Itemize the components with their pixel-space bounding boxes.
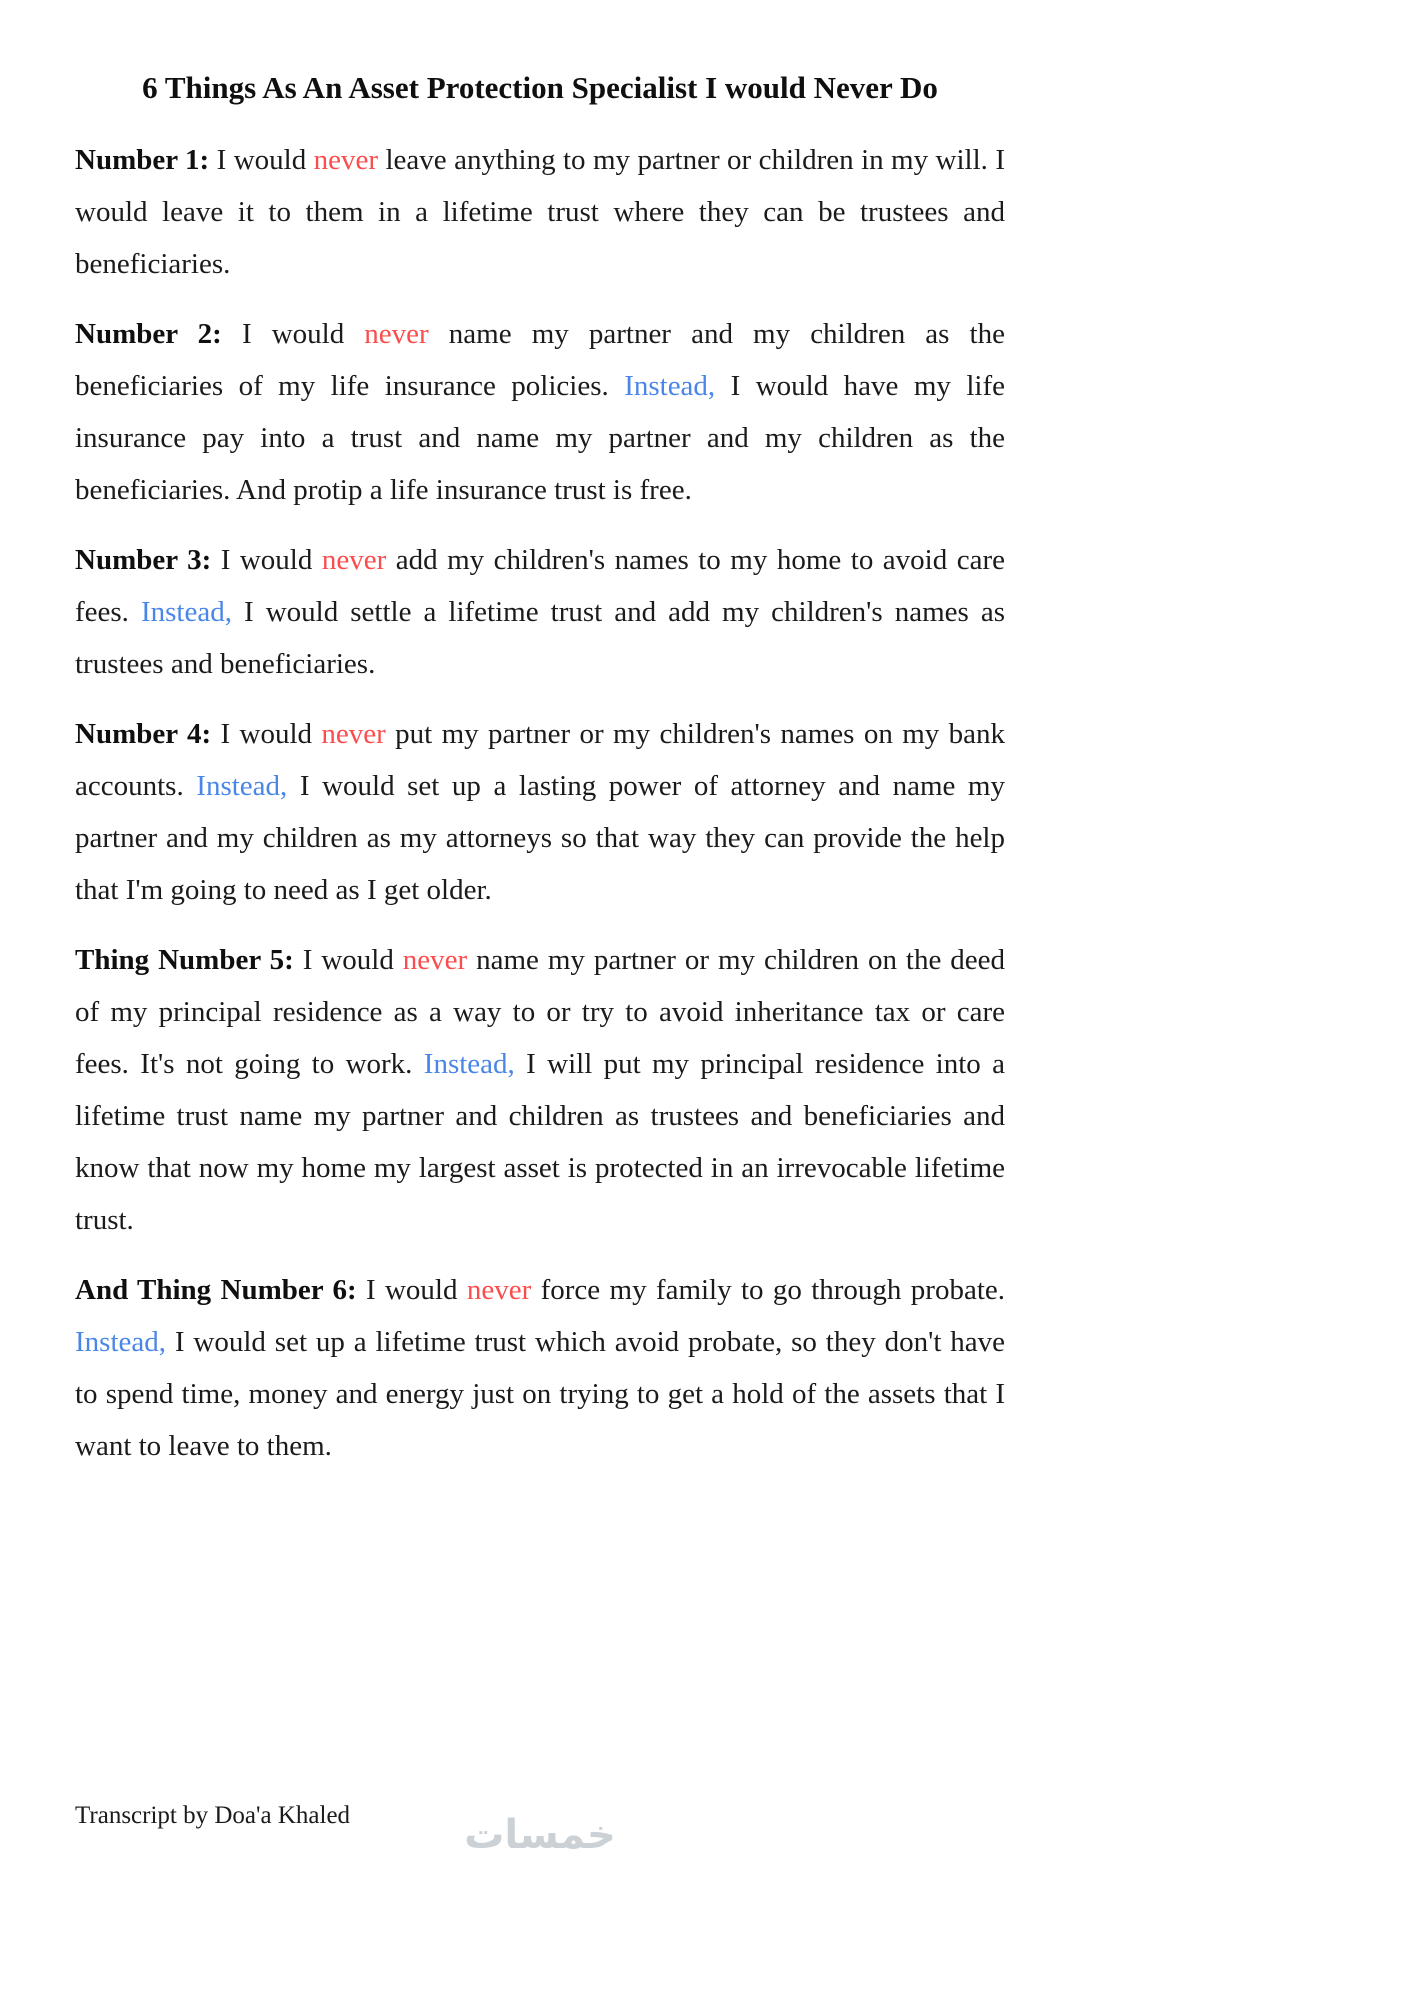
text-run: I would set up a lasting power of attorney and name my partner and my children as my attorneys so that way they can provide the help that I'm going to need as I get older.	[75, 770, 1005, 906]
paragraph	[75, 534, 1005, 690]
never-highlight: never	[466, 1274, 532, 1306]
paragraph	[75, 308, 1005, 516]
instead-highlight: Instead,	[196, 770, 288, 802]
text-run: name my partner and my children as the beneficiaries of my life insurance policies.	[75, 318, 1005, 402]
text-run: I would	[221, 318, 365, 350]
text-run: I would	[356, 1274, 467, 1306]
text-run: I would have my life insurance pay into a trust and name my partner and my children as the beneficiaries. And protip a life insurance trust is free.	[75, 370, 1005, 506]
paragraph	[75, 934, 1005, 1246]
never-highlight: never	[402, 944, 468, 976]
paragraph-label: And Thing Number 6:	[75, 1274, 357, 1306]
document-content	[75, 0, 1005, 1472]
paragraph-label: Thing Number 5:	[75, 944, 294, 976]
instead-highlight: Instead,	[75, 1326, 166, 1358]
paragraph	[75, 708, 1005, 916]
text-run: I would	[293, 944, 403, 976]
paragraphs	[75, 134, 1005, 1472]
instead-highlight: Instead,	[624, 370, 716, 402]
paragraph-label: Number 2:	[75, 318, 222, 350]
text-run: name my partner or my children on the deed of my principal residence as a way to or try to avoid inheritance tax or care fees. It's not going to work.	[75, 944, 1006, 1080]
text-run: force my family to go through probate.	[531, 1274, 1005, 1306]
paragraph	[75, 134, 1005, 290]
never-highlight: never	[313, 144, 379, 176]
page-title: 6 Things As An Asset Protection Specialist I would Never Do	[142, 70, 938, 105]
text-run: I would	[211, 718, 322, 750]
never-highlight: never	[364, 318, 429, 350]
text-run: put my partner or my children's names on my bank accounts.	[75, 718, 1005, 802]
paragraph	[75, 1264, 1005, 1472]
paragraph-label: Number 3:	[75, 544, 212, 576]
text-run: I would set up a lifetime trust which avoid probate, so they don't have to spend time, money and energy just on trying to get a hold of the assets that I want to leave to them.	[75, 1326, 1005, 1462]
instead-highlight: Instead,	[140, 596, 232, 628]
text-run: I would	[211, 544, 322, 576]
paragraph-label: Number 4:	[75, 718, 212, 750]
never-highlight: never	[321, 718, 386, 750]
text-run: add my children's names to my home to avoid care fees.	[75, 544, 1005, 628]
transcript-credit: Transcript by Doa'a Khaled	[75, 1802, 351, 1829]
text-run: I will put my principal residence into a lifetime trust name my partner and children as trustees and beneficiaries and know that now my home my largest asset is protected in an irrevocable lifetime trust.	[75, 1048, 1005, 1236]
text-run: I would settle a lifetime trust and add my children's names as trustees and beneficiaries.	[75, 596, 1006, 680]
khamsat-watermark: خمسات	[464, 1812, 616, 1858]
paragraph-label: Number 1:	[75, 144, 210, 176]
text-run: leave anything to my partner or children in my will. I would leave it to them in a lifetime trust where they can be trustees and beneficiaries.	[75, 144, 1005, 280]
text-run: I would	[209, 144, 314, 176]
never-highlight: never	[321, 544, 387, 576]
instead-highlight: Instead,	[423, 1048, 515, 1080]
